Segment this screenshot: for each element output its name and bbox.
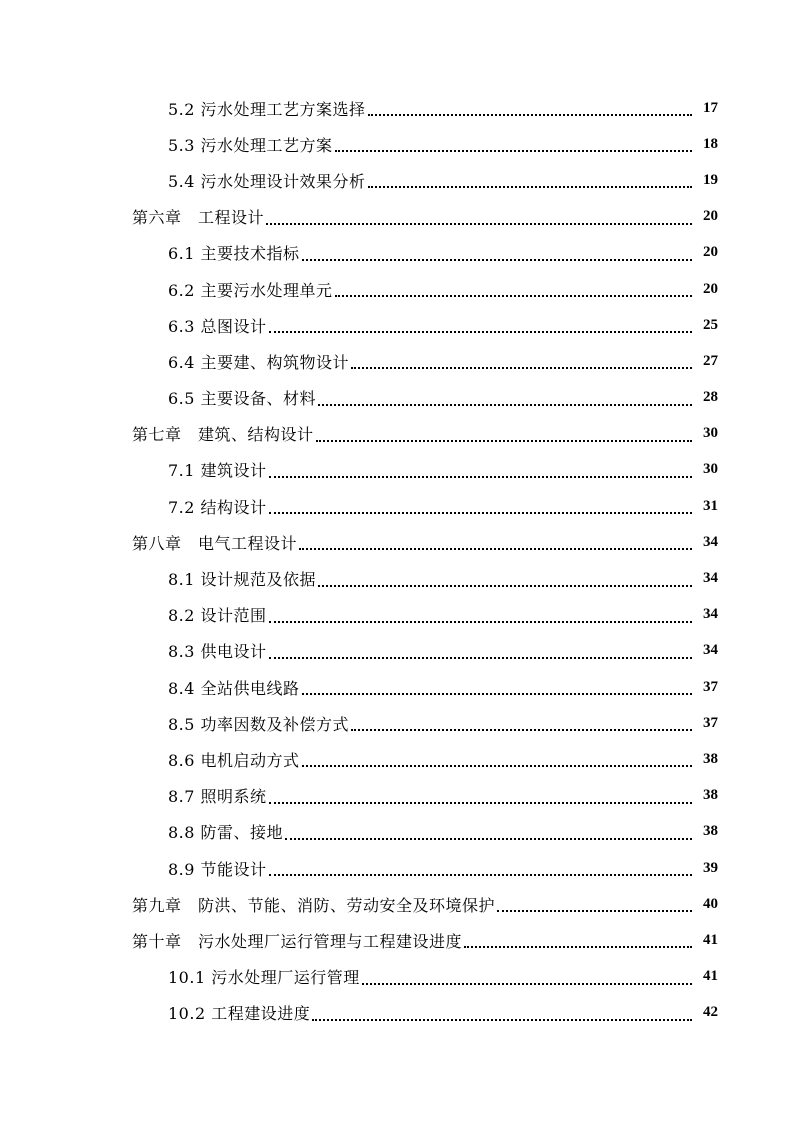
toc-page-number: 28 — [703, 389, 718, 406]
toc-entry[interactable] — [0, 235, 794, 271]
toc-chapter-entry[interactable] — [0, 922, 794, 958]
toc-page-number: 27 — [703, 352, 718, 369]
toc-entry-label: 8.9 节能设计 — [168, 859, 267, 879]
toc-entry-label: 5.3 污水处理工艺方案 — [168, 135, 333, 155]
toc-chapter-entry[interactable] — [0, 886, 794, 922]
toc-page-number: 19 — [703, 171, 718, 188]
toc-entry[interactable] — [0, 452, 794, 488]
toc-page-number: 40 — [703, 895, 718, 912]
toc-leader-dots — [497, 910, 692, 912]
toc-entry[interactable] — [0, 597, 794, 633]
toc-entry-label: 8.7 照明系统 — [168, 787, 267, 807]
toc-page-number: 31 — [703, 497, 718, 514]
toc-leader-dots — [335, 150, 692, 152]
toc-leader-dots — [269, 874, 692, 876]
toc-page-number: 34 — [703, 570, 718, 587]
toc-chapter-entry[interactable] — [0, 416, 794, 452]
toc-page-number: 34 — [703, 533, 718, 550]
toc-leader-dots — [302, 693, 692, 695]
toc-page-number: 17 — [703, 99, 718, 116]
toc-leader-dots — [269, 657, 692, 659]
toc-entry[interactable] — [0, 633, 794, 669]
toc-leader-dots — [351, 729, 692, 731]
toc-page-number: 38 — [703, 823, 718, 840]
toc-entry-label: 第六章 工程设计 — [132, 208, 265, 228]
toc-entry[interactable] — [0, 959, 794, 995]
toc-page-number: 37 — [703, 678, 718, 695]
toc-page-number: 30 — [703, 425, 718, 442]
toc-entry-label: 6.3 总图设计 — [168, 316, 267, 336]
toc-entry[interactable] — [0, 814, 794, 850]
toc-entry-label: 第九章 防洪、节能、消防、劳动安全及环境保护 — [132, 895, 496, 915]
toc-entry[interactable] — [0, 90, 794, 126]
toc-entry-label: 第七章 建筑、结构设计 — [132, 425, 314, 445]
toc-page-number: 38 — [703, 787, 718, 804]
toc-entry-label: 5.2 污水处理工艺方案选择 — [168, 99, 366, 119]
toc-page-number: 38 — [703, 750, 718, 767]
toc-entry[interactable] — [0, 488, 794, 524]
toc-page-number: 34 — [703, 642, 718, 659]
toc-entry[interactable] — [0, 271, 794, 307]
toc-entry-label: 8.1 设计规范及依据 — [168, 570, 317, 590]
toc-entry-label: 8.3 供电设计 — [168, 642, 267, 662]
toc-entry-label: 7.1 建筑设计 — [168, 461, 267, 481]
toc-entry[interactable] — [0, 560, 794, 596]
toc-page-number: 20 — [703, 280, 718, 297]
toc-page-number: 42 — [703, 1004, 718, 1021]
toc-page-number: 39 — [703, 859, 718, 876]
toc-entry[interactable] — [0, 126, 794, 162]
toc-entry-label: 7.2 结构设计 — [168, 497, 267, 517]
toc-leader-dots — [269, 512, 692, 514]
toc-leader-dots — [318, 404, 692, 406]
toc-page-number: 37 — [703, 714, 718, 731]
toc-entry[interactable] — [0, 741, 794, 777]
toc-page-number: 34 — [703, 606, 718, 623]
toc-page-number: 20 — [703, 208, 718, 225]
toc-chapter-entry[interactable] — [0, 199, 794, 235]
toc-page-number: 41 — [703, 968, 718, 985]
toc-leader-dots — [316, 440, 692, 442]
toc-leader-dots — [335, 295, 692, 297]
toc-entry-label: 5.4 污水处理设计效果分析 — [168, 171, 366, 191]
toc-entry[interactable] — [0, 380, 794, 416]
toc-leader-dots — [368, 114, 692, 116]
toc-page-number: 20 — [703, 244, 718, 261]
toc-entry[interactable] — [0, 778, 794, 814]
toc-entry-label: 第十章 污水处理厂运行管理与工程建设进度 — [132, 931, 463, 951]
toc-page-number: 25 — [703, 316, 718, 333]
toc-leader-dots — [464, 946, 692, 948]
toc-leader-dots — [269, 621, 692, 623]
toc-entry-label: 6.4 主要建、构筑物设计 — [168, 352, 350, 372]
toc-entry-label: 第八章 电气工程设计 — [132, 533, 298, 553]
toc-page-number: 41 — [703, 931, 718, 948]
toc-page-number: 18 — [703, 135, 718, 152]
toc-entry-label: 10.2 工程建设进度 — [168, 1004, 311, 1024]
toc-entry[interactable] — [0, 705, 794, 741]
toc-leader-dots — [269, 476, 692, 478]
toc-entry-label: 8.6 电机启动方式 — [168, 750, 300, 770]
toc-leader-dots — [302, 765, 692, 767]
toc-page-number: 30 — [703, 461, 718, 478]
toc-leader-dots — [269, 802, 692, 804]
toc-entry-label: 8.8 防雷、接地 — [168, 823, 284, 843]
toc-leader-dots — [285, 838, 692, 840]
toc-entry-label: 8.5 功率因数及补偿方式 — [168, 714, 350, 734]
toc-leader-dots — [302, 259, 692, 261]
toc-entry-label: 8.2 设计范围 — [168, 606, 267, 626]
toc-leader-dots — [351, 367, 692, 369]
toc-entry-label: 6.5 主要设备、材料 — [168, 389, 317, 409]
toc-entry-label: 6.1 主要技术指标 — [168, 244, 300, 264]
toc-leader-dots — [266, 223, 692, 225]
toc-leader-dots — [312, 1019, 692, 1021]
toc-entry[interactable] — [0, 307, 794, 343]
toc-leader-dots — [362, 983, 692, 985]
toc-leader-dots — [368, 186, 692, 188]
toc-entry[interactable] — [0, 995, 794, 1031]
toc-leader-dots — [318, 585, 692, 587]
toc-entry[interactable] — [0, 850, 794, 886]
toc-leader-dots — [269, 331, 692, 333]
toc-leader-dots — [299, 548, 692, 550]
toc-entry-label: 10.1 污水处理厂运行管理 — [168, 968, 360, 988]
table-of-contents — [0, 90, 794, 1031]
toc-entry-label: 8.4 全站供电线路 — [168, 678, 300, 698]
toc-chapter-entry[interactable] — [0, 524, 794, 560]
toc-entry-label: 6.2 主要污水处理单元 — [168, 280, 333, 300]
toc-entry[interactable] — [0, 162, 794, 198]
toc-entry[interactable] — [0, 343, 794, 379]
toc-entry[interactable] — [0, 669, 794, 705]
